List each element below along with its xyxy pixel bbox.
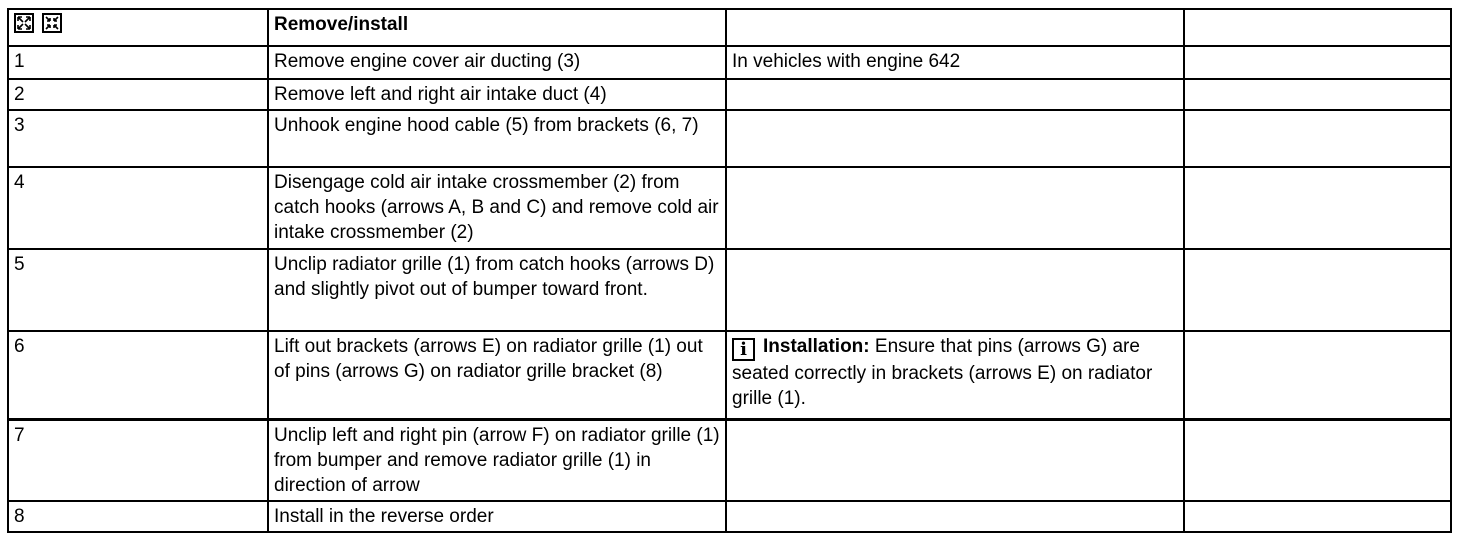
step-number: 7	[8, 419, 268, 501]
step-text: Unhook engine hood cable (5) from brackets (6, 7)	[268, 110, 726, 167]
note-label: Installation:	[763, 336, 870, 357]
table-row	[8, 419, 1451, 501]
header-empty-cell	[1184, 9, 1451, 46]
step-text: Disengage cold air intake crossmember (2) from catch hooks (arrows A, B and C) and remove cold air intake crossmember (2)	[268, 167, 726, 249]
step-number: 8	[8, 501, 268, 532]
empty-cell	[1184, 167, 1451, 249]
step-text: Remove left and right air intake duct (4)	[268, 79, 726, 110]
header-title: Remove/install	[268, 9, 726, 46]
step-number: 4	[8, 167, 268, 249]
header-empty-cell	[726, 9, 1184, 46]
table-row	[8, 501, 1451, 532]
empty-cell	[1184, 46, 1451, 79]
expand-icon[interactable]	[14, 13, 34, 33]
note-text: Ensure that pins (arrows G) are seated correctly in brackets (arrows E) on radiator grille (1).	[732, 336, 1153, 409]
table-row	[8, 249, 1451, 331]
empty-cell	[1184, 110, 1451, 167]
step-number: 5	[8, 249, 268, 331]
empty-cell	[1184, 419, 1451, 501]
procedure-table	[7, 8, 1452, 533]
empty-cell	[1184, 501, 1451, 532]
step-note	[726, 501, 1184, 532]
header-icons-cell	[8, 9, 268, 46]
empty-cell	[1184, 249, 1451, 331]
table-row	[8, 331, 1451, 419]
step-note	[726, 249, 1184, 331]
step-text: Install in the reverse order	[268, 501, 726, 532]
step-note: In vehicles with engine 642	[726, 46, 1184, 79]
step-text: Unclip left and right pin (arrow F) on radiator grille (1) from bumper and remove radiator grille (1) in direction of arrow	[268, 419, 726, 501]
table-row	[8, 79, 1451, 110]
table-header-row	[8, 9, 1451, 46]
empty-cell	[1184, 331, 1451, 419]
step-text: Lift out brackets (arrows E) on radiator grille (1) out of pins (arrows G) on radiator grille bracket (8)	[268, 331, 726, 419]
table-row	[8, 167, 1451, 249]
info-icon: i	[732, 338, 755, 361]
step-number: 3	[8, 110, 268, 167]
step-note	[726, 79, 1184, 110]
collapse-icon[interactable]	[42, 13, 62, 33]
empty-cell	[1184, 79, 1451, 110]
step-note	[726, 331, 1184, 419]
step-number: 1	[8, 46, 268, 79]
step-text: Unclip radiator grille (1) from catch hooks (arrows D) and slightly pivot out of bumper toward front.	[268, 249, 726, 331]
table-row	[8, 110, 1451, 167]
table-row	[8, 46, 1451, 79]
step-text: Remove engine cover air ducting (3)	[268, 46, 726, 79]
step-note	[726, 110, 1184, 167]
step-number: 2	[8, 79, 268, 110]
step-number: 6	[8, 331, 268, 419]
step-note	[726, 167, 1184, 249]
step-note	[726, 419, 1184, 501]
